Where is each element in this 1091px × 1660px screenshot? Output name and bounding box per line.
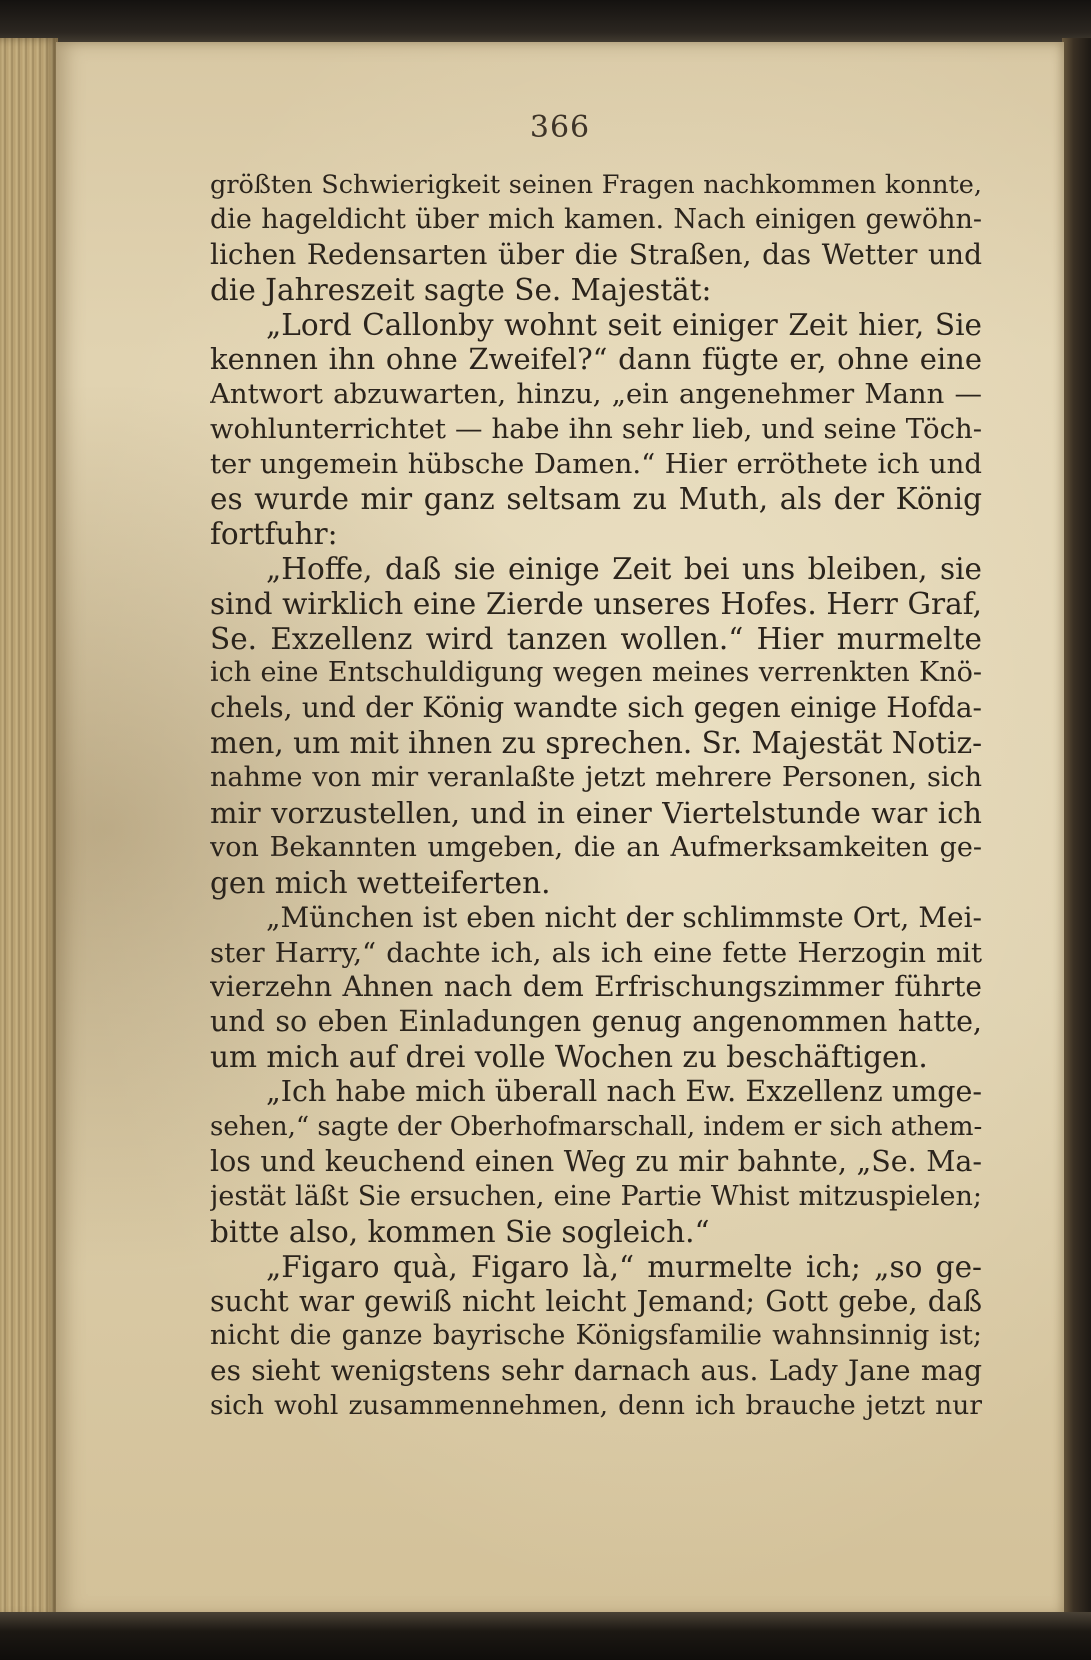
text-line: bitte also, kommen Sie sogleich.“ bbox=[210, 1214, 710, 1249]
text-line: die hageldicht über mich kamen. Nach einigen gewöhn- bbox=[210, 203, 982, 235]
book-bottom-edge bbox=[0, 1612, 1091, 1660]
text-line: „Ich habe mich überall nach Ew. Exzellenz umge- bbox=[266, 1075, 982, 1109]
text-line: nahme von mir veranlaßte jetzt mehrere Personen, sich bbox=[210, 762, 982, 794]
text-line: Se. Exzellenz wird tanzen wollen.“ Hier murmelte bbox=[210, 621, 982, 656]
text-line: sehen,“ sagte der Oberhofmarschall, indem er sich athem- bbox=[210, 1112, 982, 1143]
text-line: „Figaro quà, Figaro là,“ murmelte ich; „so ge- bbox=[266, 1249, 982, 1284]
text-line: sich wohl zusammennehmen, denn ich brauche jetzt nur bbox=[210, 1390, 982, 1422]
text-line: fortfuhr: bbox=[210, 516, 338, 551]
text-line: um mich auf drei volle Wochen zu beschäftigen. bbox=[210, 1040, 928, 1075]
text-line: es wurde mir ganz seltsam zu Muth, als der König bbox=[210, 482, 982, 517]
text-line: Antwort abzuwarten, hinzu, „ein angenehmer Mann — bbox=[210, 378, 982, 411]
text-line: „Lord Callonby wohnt seit einiger Zeit hier, Sie bbox=[266, 307, 982, 342]
text-line: ster Harry,“ dachte ich, als ich eine fette Herzogin mit bbox=[210, 936, 982, 969]
text-line: „Hoffe, daß sie einige Zeit bei uns bleiben, sie bbox=[266, 551, 982, 586]
text-line: kennen ihn ohne Zweifel?“ dann fügte er, ohne eine bbox=[210, 342, 982, 377]
body-text bbox=[210, 168, 982, 1424]
text-line: vierzehn Ahnen nach dem Erfrischungszimmer führte bbox=[210, 970, 982, 1004]
text-line: ich eine Entschuldigung wegen meines verrenkten Knö- bbox=[210, 657, 982, 689]
text-line: sind wirklich eine Zierde unseres Hofes. Herr Graf, bbox=[210, 586, 982, 621]
book-top-edge bbox=[0, 0, 1091, 46]
text-line: lichen Redensarten über die Straßen, das Wetter und bbox=[210, 237, 982, 271]
text-line: men, um mit ihnen zu sprechen. Sr. Majestät Notiz- bbox=[210, 726, 982, 761]
text-line: wohlunterrichtet — habe ihn sehr lieb, und seine Töch- bbox=[210, 413, 982, 446]
text-line: gen mich wetteiferten. bbox=[210, 865, 551, 900]
text-line: es sieht wenigstens sehr darnach aus. Lady Jane mag bbox=[210, 1354, 982, 1388]
text-line: größten Schwierigkeit seinen Fragen nachkommen konnte, bbox=[210, 170, 982, 200]
text-line: ter ungemein hübsche Damen.“ Hier erröthete ich und bbox=[210, 448, 982, 481]
text-line: jestät läßt Sie ersuchen, eine Partie Whist mitzuspielen; bbox=[210, 1180, 982, 1212]
text-line: chels, und der König wandte sich gegen einige Hofda- bbox=[210, 691, 982, 725]
text-line: von Bekannten umgeben, die an Aufmerksamkeiten ge- bbox=[210, 831, 982, 863]
text-line: die Jahreszeit sagte Se. Majestät: bbox=[210, 272, 712, 307]
text-line: mir vorzustellen, und in einer Viertelstunde war ich bbox=[210, 796, 982, 831]
page-number: 366 bbox=[529, 110, 591, 145]
text-line: nicht die ganze bayrische Königsfamilie wahnsinnig ist; bbox=[210, 1320, 982, 1352]
text-line: los und keuchend einen Weg zu mir bahnte, „Se. Ma- bbox=[210, 1144, 982, 1178]
book-right-edge bbox=[1062, 38, 1091, 1618]
book-page bbox=[56, 42, 1064, 1616]
page-stack-edge bbox=[0, 38, 58, 1618]
text-line: sucht war gewiß nicht leicht Jemand; Gott gebe, daß bbox=[210, 1284, 982, 1318]
text-line: und so eben Einladungen genug angenommen hatte, bbox=[210, 1005, 982, 1039]
text-line: „München ist eben nicht der schlimmste Ort, Mei- bbox=[266, 900, 982, 934]
